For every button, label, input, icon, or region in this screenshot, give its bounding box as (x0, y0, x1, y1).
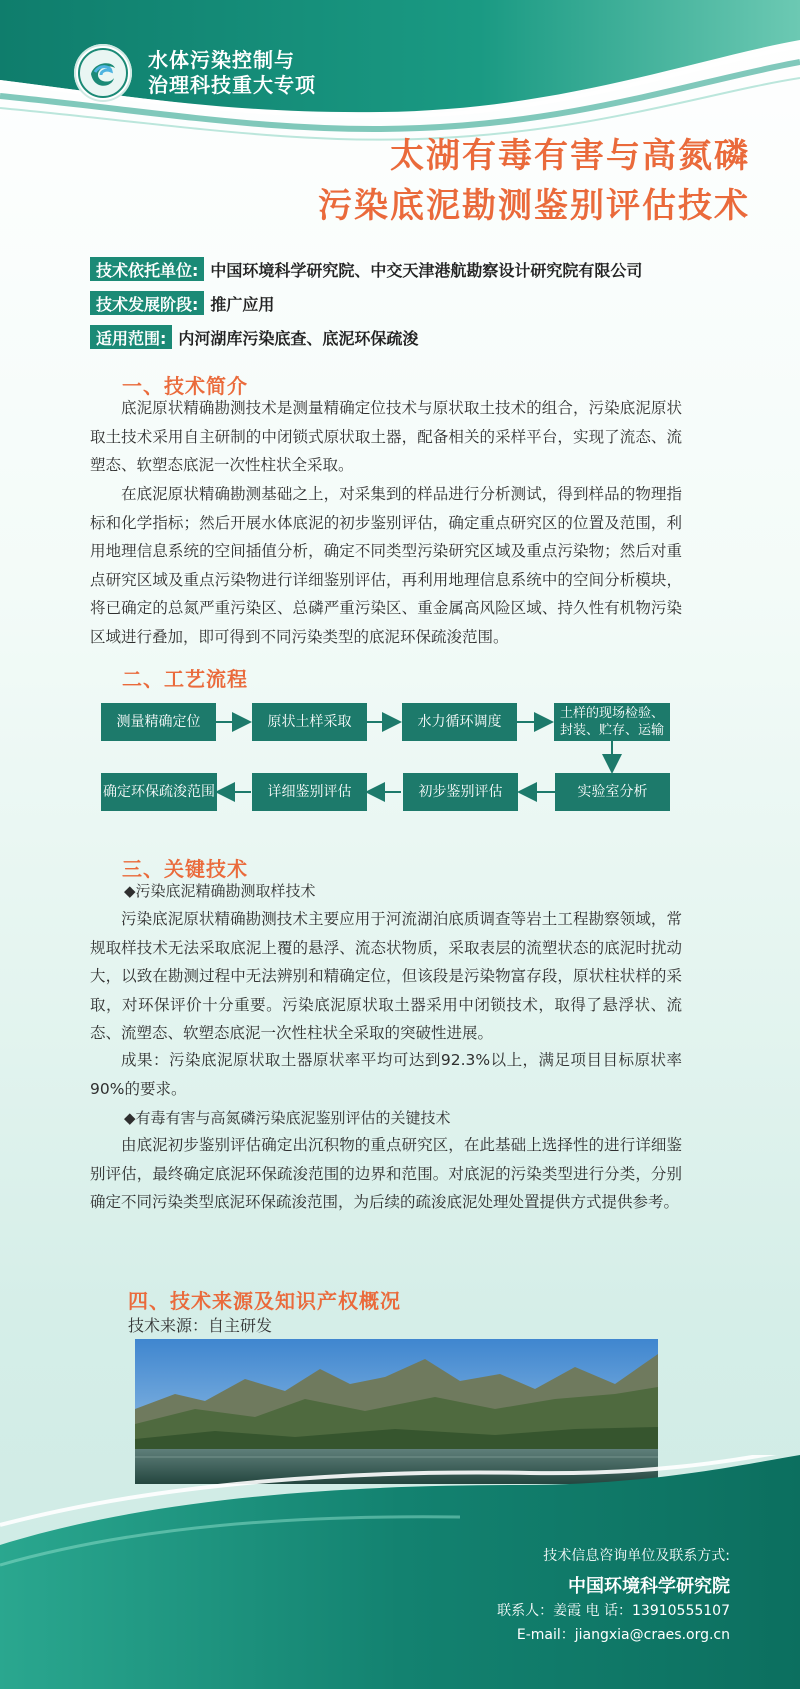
info-value: 推广应用 (210, 294, 275, 314)
contact-person-phone: 联系人：姜霞 电 话：13910555107 (497, 1603, 730, 1619)
key-tech-results: 成果：污染底泥原状取土器原状率平均可达到92.3%以上，满足项目目标原状率90%的要求。 (90, 1051, 682, 1098)
key-tech-bullet-1: ◆污染底泥精确勘测取样技术 (124, 882, 316, 900)
title-line-1: 太湖有毒有害与高氮磷 (390, 136, 750, 176)
flow-step-inspection-line-1: 土样的现场检验、 (559, 706, 664, 721)
flow-step-hydraulic: 水力循环调度 (402, 703, 517, 741)
flow-step-inspection (554, 703, 670, 741)
key-tech-paragraph-1: 污染底泥原状精确勘测技术主要应用于河流湖泊底质调查等岩土工程勘察领域，常规取样技术无法采取底泥上覆的悬浮、流态状物质，采取表层的流塑状态的底泥时扰动大，以致在勘测过程中无法辨别和精确定位，但该段是污染物富存段，原状柱状样的采取，对环保评价十分重要。污染底泥原状取土器采用中闭锁技术，取得了悬浮状、流态、流塑态、软塑态底泥一次性柱状全采取的突破性进展。 (90, 910, 682, 1042)
key-tech-paragraph-2: 由底泥初步鉴别评估确定出沉积物的重点研究区，在此基础上选择性的进行详细鉴别评估，最终确定底泥环保疏浚范围的边界和范围。对底泥的污染类型进行分类，分别确定不同污染类型底泥环保疏浚范围，为后续的疏浚底泥处理处置提供方式提供参考。 (90, 1136, 682, 1211)
contact-email[interactable]: E-mail：jiangxia@craes.org.cn (516, 1627, 730, 1643)
section-heading-process: 二、工艺流程 (122, 667, 248, 691)
intro-paragraph-2: 在底泥原状精确勘测基础之上，对采集到的样品进行分析测试，得到样品的物理指标和化学指标；然后开展水体底泥的初步鉴别评估，确定重点研究区的位置及范围，利用地理信息系统的空间插值分析，确定不同类型污染研究区域及重点污染物；然后对重点研究区域及重点污染物进行详细鉴别评估，再利用地理信息系统中的空间分析模块，将已确定的总氮严重污染区、总磷严重污染区、重金属高风险区域、持久性有机物污染区域进行叠加，即可得到不同污染类型的底泥环保疏浚范围。 (90, 485, 682, 646)
flow-step-preliminary: 初步鉴别评估 (403, 773, 518, 811)
info-tag: 技术发展阶段: (90, 291, 204, 315)
flow-step-inspection-line-2: 封装、贮存、运输 (559, 723, 664, 738)
brand-line-2: 治理科技重大专项 (148, 73, 316, 97)
section-heading-source: 四、技术来源及知识产权概况 (128, 1289, 401, 1313)
intro-paragraph-1: 底泥原状精确勘测技术是测量精确定位技术与原状取土技术的组合，污染底泥原状取土技术采用自主研制的中闭锁式原状取土器，配备相关的采样平台，实现了流态、流塑态、软塑态底泥一次性柱状全采取。 (90, 399, 682, 474)
contact-label: 技术信息咨询单位及联系方式: (543, 1548, 730, 1564)
info-value: 中国环境科学研究院、中交天津港航勘察设计研究院有限公司 (210, 260, 643, 280)
info-tag: 适用范围: (90, 325, 172, 349)
flow-step-positioning: 测量精确定位 (101, 703, 216, 741)
flow-step-sampling: 原状土样采取 (252, 703, 367, 741)
tech-source: 技术来源：自主研发 (128, 1316, 273, 1335)
flow-step-detailed: 详细鉴别评估 (252, 773, 367, 811)
info-value: 内河湖库污染底查、底泥环保疏浚 (178, 328, 419, 348)
info-tag: 技术依托单位: (90, 257, 204, 281)
flow-step-dredging-scope: 确定环保疏浚范围 (101, 773, 217, 811)
title-line-2: 污染底泥勘测鉴别评估技术 (318, 186, 750, 226)
key-tech-bullet-2: ◆有毒有害与高氮磷污染底泥鉴别评估的关键技术 (124, 1109, 451, 1127)
contact-organization: 中国环境科学研究院 (568, 1576, 730, 1597)
flow-step-lab: 实验室分析 (555, 773, 670, 811)
section-heading-key-tech: 三、关键技术 (122, 857, 248, 881)
brand-line-1: 水体污染控制与 (148, 48, 295, 72)
section-heading-intro: 一、技术简介 (122, 374, 248, 398)
